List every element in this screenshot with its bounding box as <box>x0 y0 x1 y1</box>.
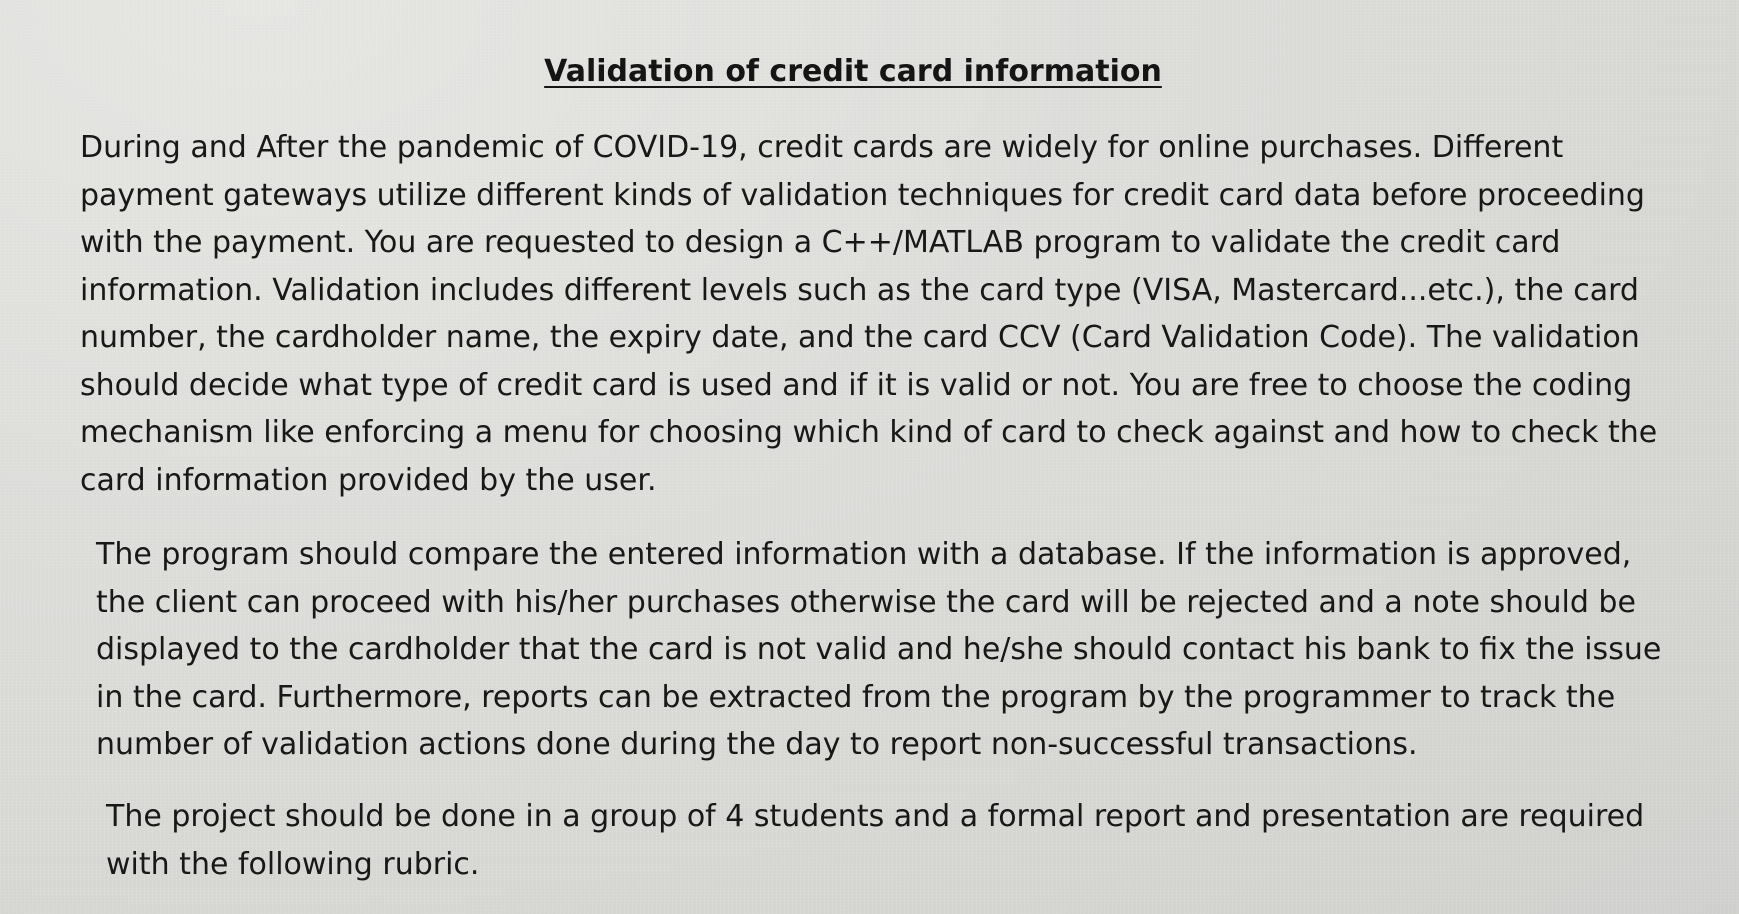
paragraph-line: The program should compare the entered information with a database. If the information is approved, <box>96 537 1632 572</box>
paragraph-line: During and After the pandemic of COVID-19, credit cards are widely for online purchases. Different <box>80 130 1564 165</box>
paragraph-intro <box>80 124 1690 504</box>
paragraph-line: information. Validation includes different levels such as the card type (VISA, Mastercard...etc.), the card <box>80 272 1639 308</box>
paragraph-line: number of validation actions done during the day to report non-successful transactions. <box>96 727 1418 762</box>
paragraph-project <box>106 793 1686 888</box>
paragraph-line: mechanism like enforcing a menu for choosing which kind of card to check against and how to check the <box>80 415 1658 450</box>
paragraph-line: The project should be done in a group of 4 students and a formal report and presentation are required <box>106 799 1645 834</box>
paragraph-line: the client can proceed with his/her purchases otherwise the card will be rejected and a note should be <box>96 584 1636 620</box>
paragraph-line: should decide what type of credit card is used and if it is valid or not. You are free to choose the coding <box>80 367 1633 403</box>
paragraph-line: with the payment. You are requested to design a C++/MATLAB program to validate the credit card <box>80 225 1561 260</box>
paragraph-line: payment gateways utilize different kinds of validation techniques for credit card data before proceeding <box>80 177 1645 213</box>
paragraph-line: number, the cardholder name, the expiry date, and the card CCV (Card Validation Code). The validation <box>80 320 1640 355</box>
paragraph-line: displayed to the cardholder that the card is not valid and he/she should contact his bank to fix the issue <box>96 632 1662 667</box>
paragraph-line: card information provided by the user. <box>80 462 657 498</box>
paragraph-database <box>96 531 1696 769</box>
paragraph-line: with the following rubric. <box>106 846 480 882</box>
document-title: Validation of credit card information <box>544 54 1162 89</box>
paragraph-line: in the card. Furthermore, reports can be extracted from the program by the programmer to track the <box>96 679 1616 715</box>
